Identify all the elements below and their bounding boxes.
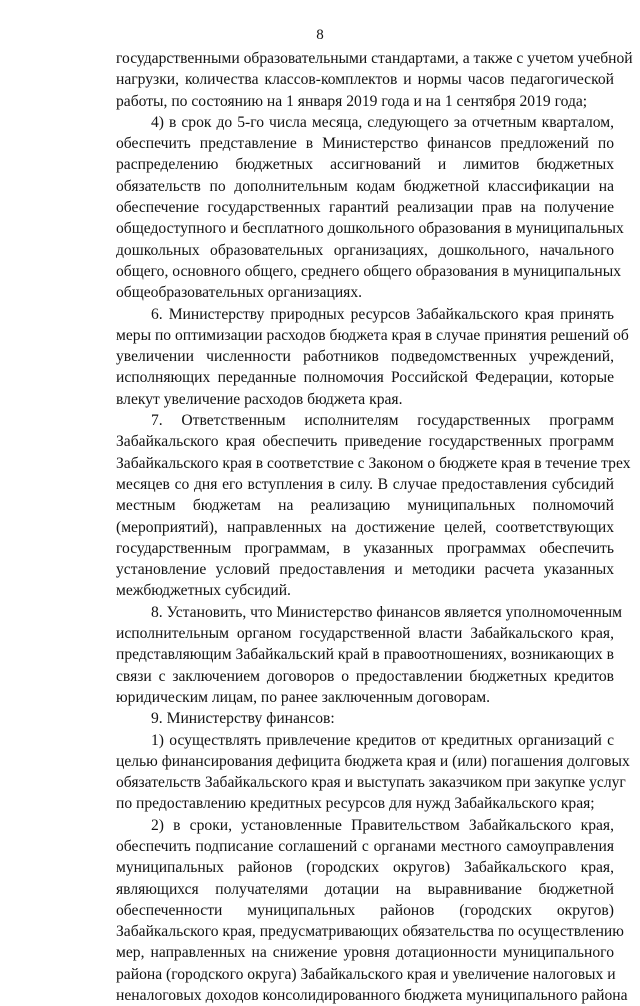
text-line: Забайкальского края, предусматривающих обязательства по осуществлению xyxy=(116,923,624,941)
text-line: государственными образовательными стандартами, а также с учетом учебной xyxy=(116,50,633,67)
text-line: по предоставлению кредитных ресурсов для нужд Забайкальского края; xyxy=(116,795,595,813)
text-line: 8. Установить, что Министерство финансов является уполномоченным xyxy=(151,603,623,621)
body-text xyxy=(116,48,633,1006)
text-line: работы, по состоянию на 1 января 2019 года и на 1 сентября 2019 года; xyxy=(116,92,588,110)
text-line: обязательств Забайкальского края и выступать заказчиком при закупке услуг xyxy=(116,774,626,792)
text-line: общедоступного и бесплатного дошкольного образования в муниципальных xyxy=(116,220,624,238)
text-line: меры по оптимизации расходов бюджета края в случае принятия решений об xyxy=(116,326,629,344)
text-line: мер, направленных на снижение уровня дотационности муниципального xyxy=(116,944,614,962)
text-line: 9. Министерству финансов: xyxy=(151,710,335,728)
text-line: обеспечение государственных гарантий реализации прав на получение xyxy=(116,199,614,217)
text-line: (мероприятий), направленных на достижение целей, соответствующих xyxy=(116,518,614,536)
text-line: увеличении численности работников подведомственных учреждений, xyxy=(116,348,614,366)
text-line: обеспечить представление в Министерство финансов предложений по xyxy=(116,135,614,153)
text-line: являющихся получателями дотации на выравнивание бюджетной xyxy=(116,880,614,898)
text-line: Забайкальского края обеспечить приведение государственных программ xyxy=(116,433,614,451)
text-line: 7. Ответственным исполнителям государственных программ xyxy=(151,412,614,430)
text-line: представляющим Забайкальский край в правоотношениях, возникающих в xyxy=(116,646,614,664)
text-line: распределению бюджетных ассигнований и лимитов бюджетных xyxy=(116,156,614,174)
text-line: государственным программам, в указанных программах обеспечить xyxy=(116,539,614,557)
text-line: муниципальных районов (городских округов) Забайкальского края, xyxy=(116,859,614,877)
page-number: 8 xyxy=(316,27,324,43)
text-line: юридическим лицам, по ранее заключенным договорам. xyxy=(116,688,490,706)
text-line: 1) осуществлять привлечение кредитов от кредитных организаций с xyxy=(151,731,614,749)
text-line: неналоговых доходов консолидированного бюджета муниципального района xyxy=(116,987,628,1005)
text-line: общего, основного общего, среднего общего образования в муниципальных xyxy=(116,262,622,280)
text-line: влекут увеличение расходов бюджета края. xyxy=(116,390,403,408)
text-line: месяцев со дня его вступления в силу. В случае предоставления субсидий xyxy=(116,475,614,493)
text-line: 2) в сроки, установленные Правительством Забайкальского края, xyxy=(151,816,614,834)
text-line: района (городского округа) Забайкальского края и увеличение налоговых и xyxy=(116,965,616,983)
text-line: 4) в срок до 5-го числа месяца, следующего за отчетным кварталом, xyxy=(151,113,614,131)
text-line: Забайкальского края в соответствие с Законом о бюджете края в течение трех xyxy=(116,454,631,472)
text-line: дошкольных образовательных организациях, дошкольного, начального xyxy=(116,241,614,259)
text-line: обеспеченности муниципальных районов (городских округов) xyxy=(116,901,614,919)
text-line: обеспечить подписание соглашений с органами местного самоуправления xyxy=(116,837,614,855)
text-line: исполняющих переданные полномочия Российской Федерации, которые xyxy=(116,369,614,387)
text-line: установление условий предоставления и методики расчета указанных xyxy=(116,561,614,579)
text-line: местным бюджетам на реализацию муниципальных полномочий xyxy=(116,497,614,515)
text-line: обязательств по дополнительным кодам бюджетной классификации на xyxy=(116,177,614,195)
text-line: исполнительным органом государственной власти Забайкальского края, xyxy=(116,625,614,643)
text-line: общеобразовательных организациях. xyxy=(116,284,363,302)
text-line: связи с заключением договоров о предоставлении бюджетных кредитов xyxy=(116,667,614,685)
text-line: межбюджетных субсидий. xyxy=(116,582,291,600)
text-line: нагрузки, количества классов-комплектов и нормы часов педагогической xyxy=(116,71,614,89)
text-line: 6. Министерству природных ресурсов Забайкальского края принять xyxy=(151,305,614,323)
text-line: целью финансирования дефицита бюджета края и (или) погашения долговых xyxy=(116,752,630,770)
